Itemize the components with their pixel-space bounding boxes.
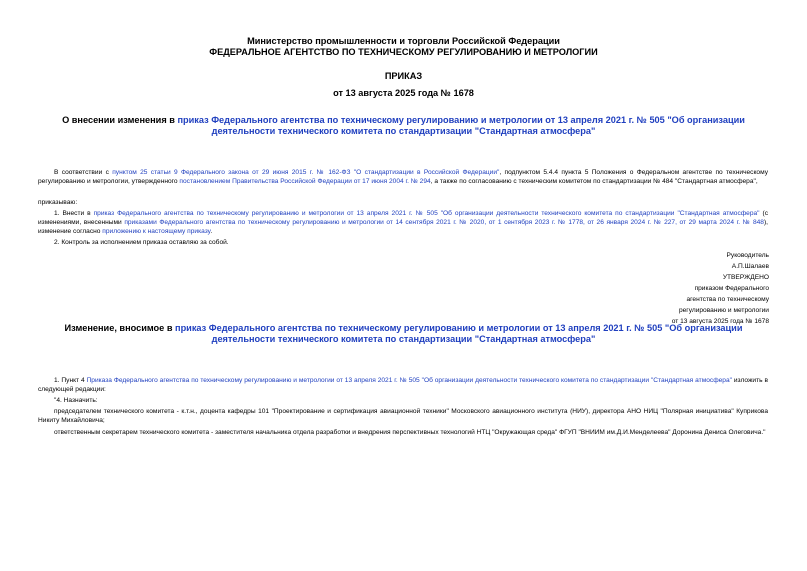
title-prefix: О внесении изменения в xyxy=(62,115,178,125)
government-decree-link[interactable]: постановлением Правительства Российской Федерации от 17 июня 2004 г. № 294 xyxy=(179,178,431,186)
item-text: ), изменение согласно xyxy=(38,219,769,236)
order-item-1 xyxy=(38,209,768,237)
agency-heading: ФЕДЕРАЛЬНОЕ АГЕНТСТВО ПО ТЕХНИЧЕСКОМУ РЕГУЛИРОВАНИЮ И МЕТРОЛОГИИ xyxy=(209,47,598,57)
item-text: (с изменениями, внесенными xyxy=(38,210,768,227)
order-item-2: 2. Контроль за исполнением приказа оставляю за собой. xyxy=(54,239,229,246)
approval-line: агентства по техническому xyxy=(686,296,769,303)
signer-name: А.П.Шалаев xyxy=(731,263,769,270)
annex-title xyxy=(38,323,769,345)
annex-quote-start: "4. Назначить: xyxy=(54,397,98,404)
preamble-text: , подпунктом 5.4.4 пункта 5 Положения о Федеральном агентстве по техническому регулированию и метрологии, утвержденного xyxy=(38,169,769,186)
item-text: 1. Внести в xyxy=(54,210,94,217)
approval-line: УТВЕРЖДЕНО xyxy=(722,274,769,281)
annex-title-order-link[interactable]: приказ Федерального агентства по техническому регулированию и метрологии от 13 апреля 2021 г. № 505 "Об организации деятельности технического комитета по стандартизации "Стандартная атмосфера" xyxy=(175,323,743,344)
approval-line: приказом Федерального xyxy=(694,285,769,292)
approval-line: регулированию и метрологии xyxy=(678,307,769,314)
annex-text: 1. Пункт 4 xyxy=(54,377,87,384)
doc-date-number: от 13 августа 2025 года № 1678 xyxy=(333,88,474,98)
annex-link[interactable]: приложению к настоящему приказу xyxy=(102,228,211,236)
preamble-paragraph xyxy=(38,168,768,186)
annex-item-1 xyxy=(38,376,768,394)
preamble-text: , а также по согласованию с техническим комитетом по стандартизации № 484 "Стандартная атмосфера", xyxy=(430,178,758,186)
item-text: . xyxy=(210,228,213,236)
document-title xyxy=(38,115,769,137)
title-order-link[interactable]: приказ Федерального агентства по техническому регулированию и метрологии от 13 апреля 2021 г. № 505 "Об организации деятельности технического комитета по стандартизации "Стандартная атмосфера" xyxy=(177,115,745,136)
ministry-heading: Министерство промышленности и торговли Российской Федерации xyxy=(247,36,560,46)
annex-chair-paragraph: председателем технического комитета - к.т.н., доцента кафедры 101 "Проектирование и сертификация авиационной техники" Московского авиационного института (НИУ), директора АНО НИЦ "Полярная инициатива" Куприкова Никиту Михайловича; xyxy=(38,408,768,425)
annex-text: изложить в следующей редакции: xyxy=(38,377,768,394)
preamble-text: В соответствии с xyxy=(54,169,113,176)
annex-secretary-paragraph: ответственным секретарем технического комитета - заместителя начальника отдела разработки и внедрения перспективных технологий НТЦ "Окружающая среда" ФГУП "ВНИИМ им.Д.И.Менделеева" Доронина Дениса Олеговича." xyxy=(54,429,766,436)
annex-title-prefix: Изменение, вносимое в xyxy=(64,323,176,333)
annex-order-link[interactable]: Приказа Федерального агентства по техническому регулированию и метрологии от 13 апреля 2021 г. № 505 "Об организации деятельности технического комитета по стандартизации "Стандартная атмосфера" xyxy=(86,377,732,384)
amending-orders-link[interactable]: приказами Федерального агентства по техническому регулированию и метрологии от 14 сентября 2021 г. № 2020, от 1 сентября 2023 г. № 1778, от 26 января 2024 г. № 227, от 29 марта 2024 г. № 848 xyxy=(124,219,764,227)
signer-role: Руководитель xyxy=(726,252,769,259)
doc-type-heading: ПРИКАЗ xyxy=(384,71,423,81)
signature-block xyxy=(569,250,769,327)
order-505-link[interactable]: приказ Федерального агентства по техническому регулированию и метрологии от 13 апреля 2021 г. № 505 "Об организации деятельности технического комитета по стандартизации "Стандартная атмосфера" xyxy=(93,210,760,217)
order-word: приказываю: xyxy=(38,199,78,206)
approval-line: от 13 августа 2025 года № 1678 xyxy=(671,318,769,325)
federal-law-link[interactable]: пунктом 25 статьи 9 Федерального закона от 29 июня 2015 г. № 162-ФЗ "О стандартизации в Российской Федерации" xyxy=(112,169,500,176)
